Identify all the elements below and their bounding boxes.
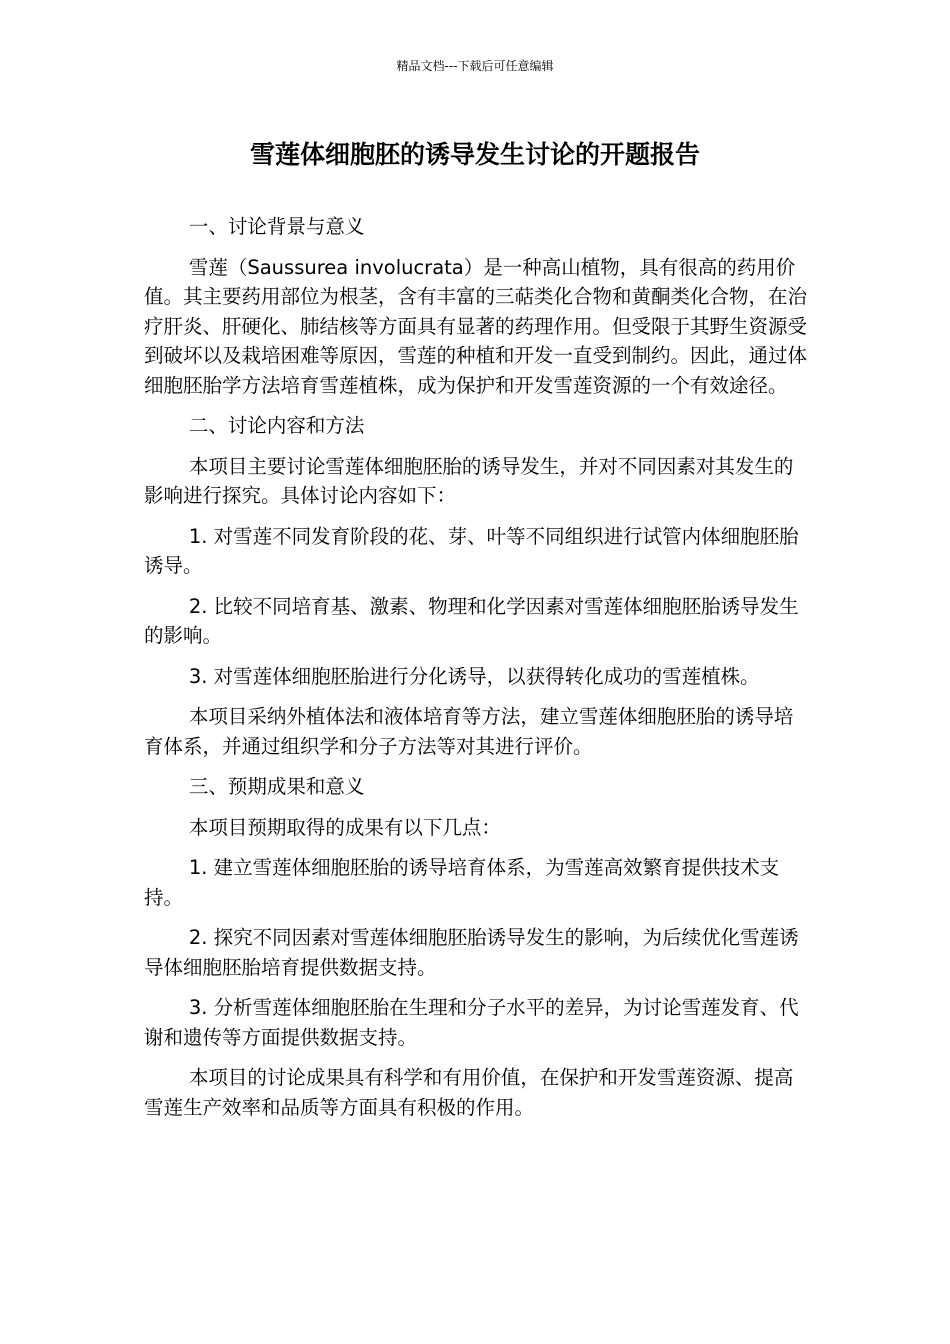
list-item-content-1: 1. 对雪莲不同发育阶段的花、芽、叶等不同组织进行试管内体细胞胚胎诱导。 bbox=[144, 524, 799, 577]
document-body bbox=[144, 212, 808, 1133]
paragraph-background: 雪莲（Saussurea involucrata）是一种高山植物，具有很高的药用价值。其主要药用部位为根茎，含有丰富的三萜类化合物和黄酮类化合物，在治疗肝炎、肝硬化、肺结核等方面具有显著的药理作用。但受限于其野生资源受到破坏以及栽培困难等原因，雪莲的种植和开发一直受到制约。因此，通过体细胞胚胎学方法培育雪莲植株，成为保护和开发雪莲资源的一个有效途径。 bbox=[144, 255, 808, 397]
paragraph-content-intro: 本项目主要讨论雪莲体细胞胚胎的诱导发生，并对不同因素对其发生的影响进行探究。具体讨论内容如下： bbox=[144, 454, 794, 507]
header-note: 精品文档---下载后可任意编辑 bbox=[396, 59, 554, 73]
list-item-result-1: 1. 建立雪莲体细胞胚胎的诱导培育体系，为雪莲高效繁育提供技术支持。 bbox=[144, 856, 780, 909]
paragraph-significance: 本项目的讨论成果具有科学和有用价值，在保护和开发雪莲资源、提高雪莲生产效率和品质等方面具有积极的作用。 bbox=[144, 1066, 794, 1119]
section-heading-background: 一、讨论背景与意义 bbox=[188, 215, 365, 238]
section-heading-expected-results: 三、预期成果和意义 bbox=[188, 775, 365, 798]
list-item-content-3: 3. 对雪莲体细胞胚胎进行分化诱导，以获得转化成功的雪莲植株。 bbox=[188, 664, 760, 688]
list-item-result-2: 2. 探究不同因素对雪莲体细胞胚胎诱导发生的影响，为后续优化雪莲诱导体细胞胚胎培育提供数据支持。 bbox=[144, 926, 799, 979]
document-title: 雪莲体细胞胚的诱导发生讨论的开题报告 bbox=[249, 140, 700, 169]
section-heading-content-methods: 二、讨论内容和方法 bbox=[188, 414, 365, 437]
paragraph-methods: 本项目采纳外植体法和液体培育等方法，建立雪莲体细胞胚胎的诱导培育体系，并通过组织学和分子方法等对其进行评价。 bbox=[144, 705, 794, 758]
list-item-content-2: 2. 比较不同培育基、激素、物理和化学因素对雪莲体细胞胚胎诱导发生的影响。 bbox=[144, 594, 799, 647]
paragraph-results-intro: 本项目预期取得的成果有以下几点： bbox=[188, 815, 501, 839]
list-item-result-3: 3. 分析雪莲体细胞胚胎在生理和分子水平的差异，为讨论雪莲发育、代谢和遗传等方面提供数据支持。 bbox=[144, 996, 799, 1049]
